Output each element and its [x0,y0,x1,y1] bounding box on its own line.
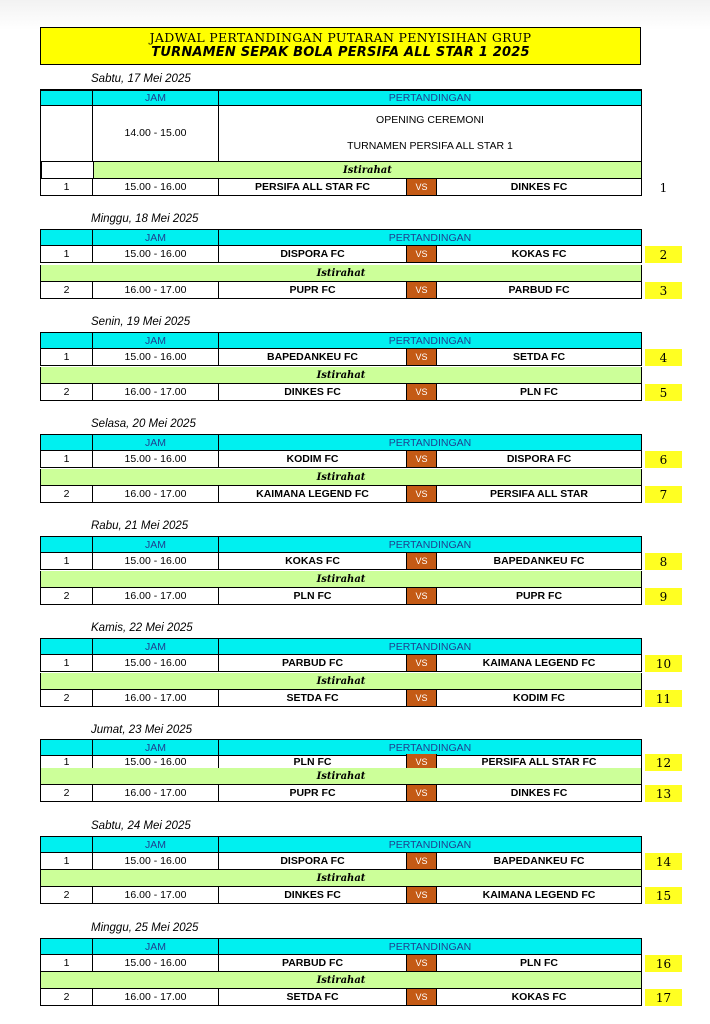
match-no: 2 [41,989,93,1005]
header-pertandingan: PERTANDINGAN [388,538,472,551]
opening-text [219,105,641,161]
break-row [40,972,642,989]
away-team: PLN FC [520,386,558,398]
day-date: Minggu, 18 Mei 2025 [91,213,199,225]
break-row [40,768,642,785]
home-team: KODIM FC [219,451,407,467]
game-number-badge: 17 [645,989,682,1006]
vs-badge: VS [407,989,437,1005]
match-time: 15.00 - 16.00 [93,553,219,569]
table-header [40,836,642,853]
page-shadow [0,0,710,30]
opening-no-cell [41,105,93,161]
vs-badge: VS [407,246,437,262]
opening-time: 14.00 - 15.00 [93,105,219,161]
match-no: 2 [41,282,93,298]
home-team: KAIMANA LEGEND FC [219,486,407,502]
table-header [40,434,642,451]
match-no: 1 [41,955,93,971]
header-pertandingan: PERTANDINGAN [388,838,472,851]
vs-badge: VS [407,690,437,706]
home-team: SETDA FC [219,690,407,706]
header-pertandingan: PERTANDINGAN [388,741,472,754]
match-no: 1 [41,451,93,467]
title-line-2: TURNAMEN SEPAK BOLA PERSIFA ALL STAR 1 2025 [151,45,530,60]
away-team: DISPORA FC [506,453,572,465]
match-row [40,246,642,263]
day-date: Senin, 19 Mei 2025 [91,316,191,328]
away-team: PERSIFA ALL STAR FC [481,756,597,768]
header-no-cell [41,837,93,852]
game-number-badge: 4 [645,349,682,366]
home-team: PLN FC [219,754,407,770]
match-row [40,451,642,468]
match-no: 1 [41,179,93,195]
match-no: 2 [41,384,93,400]
break-row [40,265,642,282]
break-blank-cell [42,162,94,178]
game-number-badge: 12 [645,754,682,771]
day-date: Selasa, 20 Mei 2025 [91,418,196,430]
title-line-1: JADWAL PERTANDINGAN PUTARAN PENYISIHAN GRUP [149,30,532,45]
vs-badge: VS [407,349,437,365]
home-team: DISPORA FC [219,853,407,869]
vs-badge: VS [407,553,437,569]
match-row [40,384,642,401]
match-no: 2 [41,588,93,604]
header-no-cell [41,537,93,552]
header-jam: JAM [93,939,219,954]
match-no: 1 [41,553,93,569]
header-jam: JAM [93,333,219,348]
away-team: DINKES FC [510,181,568,193]
header-pertandingan: PERTANDINGAN [388,231,472,244]
match-no: 2 [41,785,93,801]
match-row [40,179,642,196]
away-team: KAIMANA LEGEND FC [482,657,596,669]
header-no-cell [41,230,93,245]
away-team: KODIM FC [513,692,565,704]
header-pertandingan: PERTANDINGAN [388,940,472,953]
header-jam: JAM [93,230,219,245]
header-no-cell [41,740,93,755]
vs-badge: VS [407,486,437,502]
table-header [40,938,642,955]
home-team: PERSIFA ALL STAR FC [219,179,407,195]
away-team: KOKAS FC [511,991,567,1003]
game-number-badge: 16 [645,955,682,972]
table-header [40,89,642,106]
header-jam: JAM [93,537,219,552]
game-number-badge: 11 [645,690,682,707]
game-number-badge: 6 [645,451,682,468]
game-number-badge: 2 [645,246,682,263]
match-time: 16.00 - 17.00 [93,690,219,706]
match-time: 15.00 - 16.00 [93,179,219,195]
away-team: KOKAS FC [511,248,567,260]
table-header [40,638,642,655]
day-date: Jumat, 23 Mei 2025 [91,724,193,736]
game-number-badge: 7 [645,486,682,503]
break-row [40,571,642,588]
header-jam: JAM [93,837,219,852]
match-row [40,887,642,904]
header-jam: JAM [93,435,219,450]
break-row [40,367,642,384]
header-no-cell [41,435,93,450]
vs-badge: VS [407,887,437,903]
game-number-badge: 3 [645,282,682,299]
away-team: PARBUD FC [508,284,570,296]
match-row [40,349,642,366]
opening-line-1: OPENING CEREMONI [376,114,484,126]
table-header [40,229,642,246]
vs-badge: VS [407,588,437,604]
away-team: PERSIFA ALL STAR [489,488,588,500]
home-team: PARBUD FC [219,955,407,971]
match-row [40,955,642,972]
header-no-cell [41,91,93,105]
vs-badge: VS [407,451,437,467]
away-team: PLN FC [520,957,558,969]
home-team: PLN FC [219,588,407,604]
match-time: 16.00 - 17.00 [93,384,219,400]
match-no: 1 [41,246,93,262]
match-no: 2 [41,486,93,502]
match-time: 15.00 - 16.00 [93,955,219,971]
header-jam: JAM [93,639,219,654]
header-pertandingan: PERTANDINGAN [388,334,472,347]
match-time: 15.00 - 16.00 [93,754,219,770]
match-time: 16.00 - 17.00 [93,486,219,502]
break-label: Istirahat [316,573,366,585]
match-no: 1 [41,349,93,365]
break-label: Istirahat [343,164,392,176]
vs-badge: VS [407,384,437,400]
game-number-badge: 8 [645,553,682,570]
away-team: SETDA FC [512,351,566,363]
break-label: Istirahat [316,471,366,483]
match-time: 16.00 - 17.00 [93,887,219,903]
table-header [40,332,642,349]
break-label: Istirahat [316,770,366,782]
vs-badge: VS [407,179,437,195]
header-pertandingan: PERTANDINGAN [388,436,472,449]
vs-badge: VS [407,853,437,869]
match-no: 2 [41,690,93,706]
break-label: Istirahat [316,675,366,687]
match-row [40,588,642,605]
home-team: KOKAS FC [219,553,407,569]
match-no: 2 [41,887,93,903]
header-jam: JAM [93,91,219,105]
match-time: 16.00 - 17.00 [93,588,219,604]
match-row [40,989,642,1006]
opening-ceremony-block [40,105,642,162]
day-date: Minggu, 25 Mei 2025 [91,922,199,934]
vs-badge: VS [407,282,437,298]
game-number-badge: 1 [659,180,668,195]
table-header [40,536,642,553]
header-pertandingan: PERTANDINGAN [388,92,472,104]
day-date: Rabu, 21 Mei 2025 [91,520,189,532]
day-date: Kamis, 22 Mei 2025 [91,622,193,634]
match-no: 1 [41,754,93,770]
match-time: 15.00 - 16.00 [93,246,219,262]
away-team: BAPEDANKEU FC [493,855,585,867]
break-row [40,469,642,486]
game-number-badge: 15 [645,887,682,904]
match-no: 1 [41,655,93,671]
match-row [40,486,642,503]
match-time: 15.00 - 16.00 [93,349,219,365]
home-team: DISPORA FC [219,246,407,262]
header-no-cell [41,639,93,654]
away-team: BAPEDANKEU FC [493,555,585,567]
match-row [40,282,642,299]
vs-badge: VS [407,655,437,671]
home-team: SETDA FC [219,989,407,1005]
away-team: KAIMANA LEGEND FC [482,889,596,901]
game-number-badge: 5 [645,384,682,401]
game-number-badge: 13 [645,785,682,802]
match-time: 15.00 - 16.00 [93,451,219,467]
home-team: PUPR FC [219,282,407,298]
match-row [40,655,642,672]
break-row [40,673,642,690]
break-label: Istirahat [316,872,366,884]
home-team: PUPR FC [219,785,407,801]
match-row [40,553,642,570]
header-no-cell [41,333,93,348]
vs-badge: VS [407,955,437,971]
match-row [40,853,642,870]
title-box [40,27,641,65]
home-team: DINKES FC [219,384,407,400]
opening-line-2: TURNAMEN PERSIFA ALL STAR 1 [347,140,513,152]
match-time: 16.00 - 17.00 [93,785,219,801]
day-date: Sabtu, 17 Mei 2025 [91,73,191,85]
break-row [40,162,642,179]
vs-badge: VS [407,785,437,801]
match-time: 16.00 - 17.00 [93,989,219,1005]
away-team: DINKES FC [510,787,568,799]
match-row [40,785,642,802]
header-no-cell [41,939,93,954]
header-pertandingan: PERTANDINGAN [388,640,472,653]
home-team: PARBUD FC [219,655,407,671]
game-number-badge: 9 [645,588,682,605]
break-label: Istirahat [316,369,366,381]
home-team: DINKES FC [219,887,407,903]
day-date: Sabtu, 24 Mei 2025 [91,820,191,832]
match-time: 15.00 - 16.00 [93,655,219,671]
away-team: PUPR FC [515,590,563,602]
match-no: 1 [41,853,93,869]
match-time: 15.00 - 16.00 [93,853,219,869]
match-time: 16.00 - 17.00 [93,282,219,298]
game-number-badge: 14 [645,853,682,870]
vs-badge: VS [407,754,437,770]
match-row [40,690,642,707]
break-row [40,870,642,887]
break-label: Istirahat [316,974,366,986]
header-jam: JAM [93,740,219,755]
home-team: BAPEDANKEU FC [219,349,407,365]
game-number-badge: 10 [645,655,682,672]
break-label: Istirahat [316,267,366,279]
